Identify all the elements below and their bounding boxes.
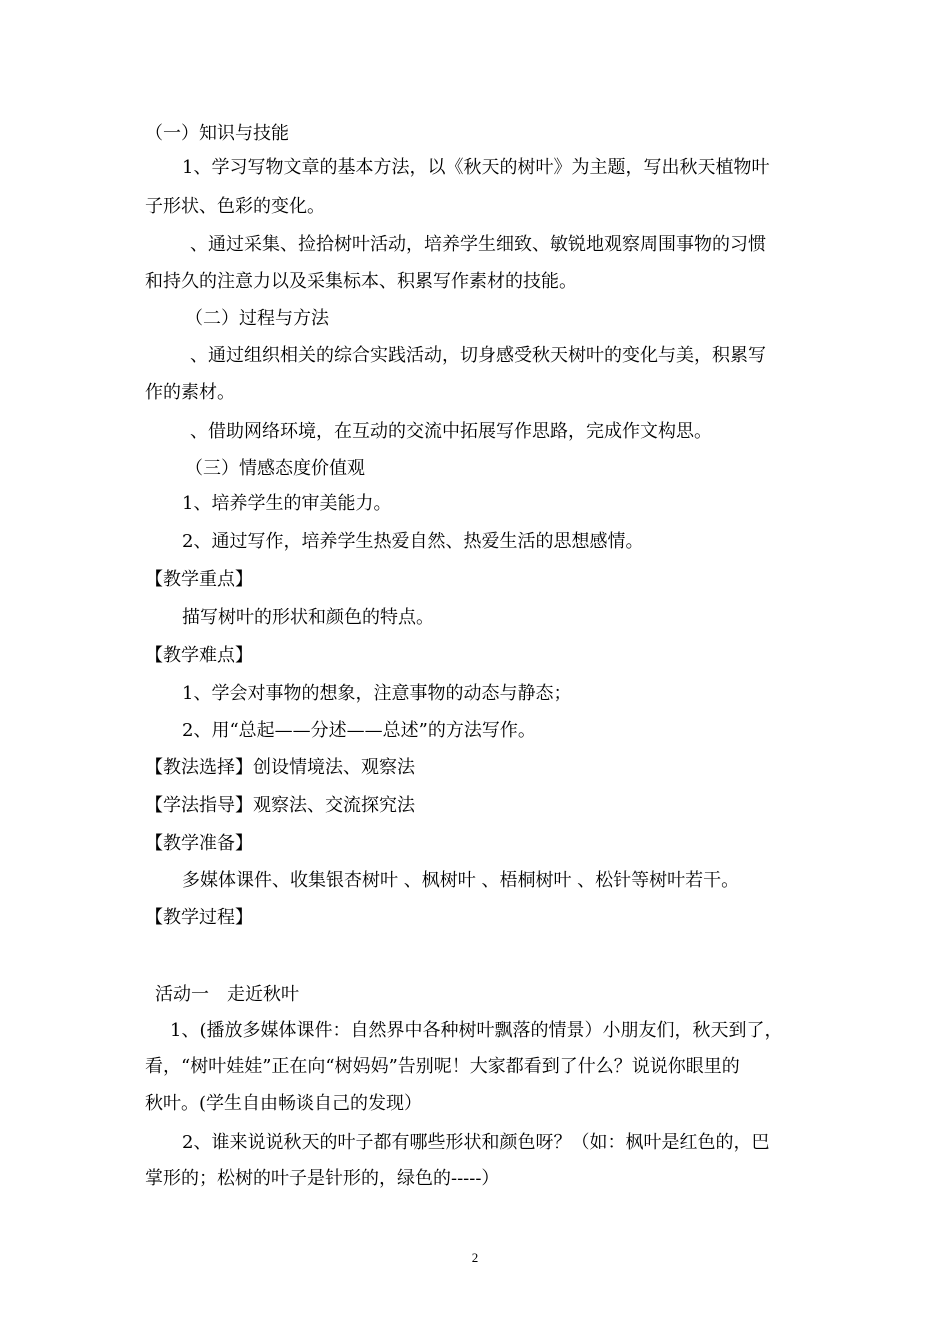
teaching-difficulty-heading: 【教学难点】 xyxy=(145,645,253,666)
section-knowledge-skills-heading: （一）知识与技能 xyxy=(145,123,289,144)
paragraph-line: 1、(播放多媒体课件：自然界中各种树叶飘落的情景）小朋友们，秋天到了， xyxy=(170,1020,783,1041)
paragraph-line: 1、学会对事物的想象，注意事物的动态与静态； xyxy=(182,683,572,704)
paragraph-line: 子形状、色彩的变化。 xyxy=(145,196,325,217)
paragraph-line: 作的素材。 xyxy=(145,382,235,403)
learning-method-line: 【学法指导】观察法、交流探究法 xyxy=(145,795,415,816)
paragraph-line: 秋叶。(学生自由畅谈自己的发现） xyxy=(145,1093,423,1114)
paragraph-line: 1、学习写物文章的基本方法，以《秋天的树叶》为主题，写出秋天植物叶 xyxy=(182,157,770,178)
teaching-process-heading: 【教学过程】 xyxy=(145,907,253,928)
paragraph-line: 看，“树叶娃娃”正在向“树妈妈”告别呢！大家都看到了什么？说说你眼里的 xyxy=(145,1056,740,1077)
paragraph-line: 描写树叶的形状和颜色的特点。 xyxy=(182,607,434,628)
page-number: 2 xyxy=(471,1250,479,1265)
teaching-preparation-heading: 【教学准备】 xyxy=(145,833,253,854)
activity-one-heading: 活动一 走近秋叶 xyxy=(155,984,299,1005)
paragraph-line: 和持久的注意力以及采集标本、积累写作素材的技能。 xyxy=(145,271,577,292)
paragraph-line: 2、用“总起——分述——总述”的方法写作。 xyxy=(182,720,536,741)
teaching-focus-heading: 【教学重点】 xyxy=(145,569,253,590)
section-process-method-heading: （二）过程与方法 xyxy=(185,308,329,329)
paragraph-line: 、通过采集、捡拾树叶活动，培养学生细致、敏锐地观察周围事物的习惯 xyxy=(190,234,766,255)
teaching-method-line: 【教法选择】创设情境法、观察法 xyxy=(145,757,415,778)
paragraph-line: 2、谁来说说秋天的叶子都有哪些形状和颜色呀？（如：枫叶是红色的，巴 xyxy=(182,1132,770,1153)
paragraph-line: 、通过组织相关的综合实践活动，切身感受秋天树叶的变化与美，积累写 xyxy=(190,345,766,366)
paragraph-line: 多媒体课件、收集银杏树叶 、枫树叶 、梧桐树叶 、松针等树叶若干。 xyxy=(182,870,740,891)
paragraph-line: 1、培养学生的审美能力。 xyxy=(182,493,392,514)
paragraph-line: 2、通过写作，培养学生热爱自然、热爱生活的思想感情。 xyxy=(182,531,644,552)
paragraph-line: 、借助网络环境，在互动的交流中拓展写作思路，完成作文构思。 xyxy=(190,421,712,442)
section-emotion-values-heading: （三）情感态度价值观 xyxy=(185,458,365,479)
paragraph-line: 掌形的；松树的叶子是针形的，绿色的-----） xyxy=(145,1168,500,1189)
